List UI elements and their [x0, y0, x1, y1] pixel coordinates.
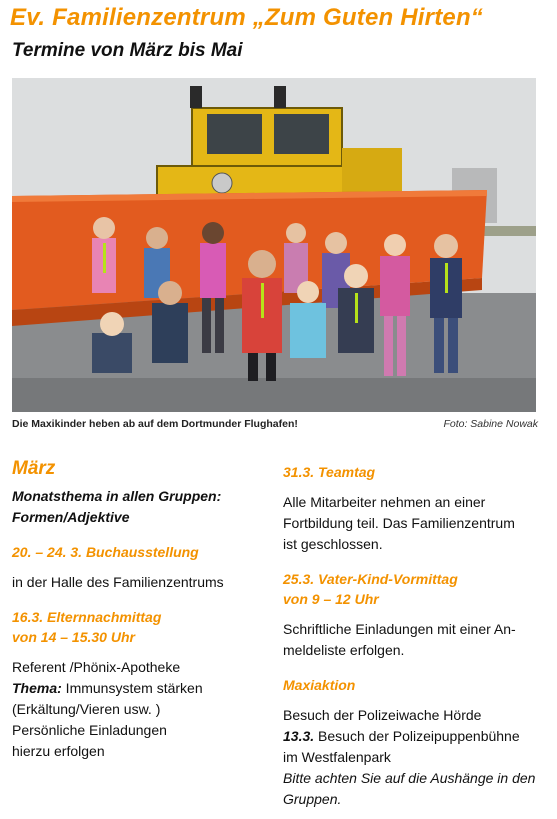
event-text-line: hierzu erfolgen: [12, 743, 105, 759]
event-text-puppet: [283, 726, 545, 747]
event-text-book-exhibition: in der Halle des Familienzentrums: [12, 574, 224, 590]
thema-text: Immunsystem stärken: [61, 680, 203, 696]
event-text-line: Alle Mitarbeiter nehmen an einer: [283, 494, 486, 510]
event-text-thema: [12, 678, 274, 699]
event-heading-father-child-time: von 9 – 12 Uhr: [283, 591, 379, 607]
event-text-line: Schriftliche Einladungen mit einer An-: [283, 621, 516, 637]
event-heading-father-child: 25.3. Vater-Kind-Vormittag: [283, 571, 458, 587]
page-subtitle: Termine von März bis Mai: [12, 40, 243, 61]
photo-caption: Die Maxikinder heben ab auf dem Dortmunder Flughafen!: [12, 418, 298, 430]
page-title: Ev. Familienzentrum „Zum Guten Hirten“: [10, 4, 483, 31]
event-heading-parents-afternoon: 16.3. Elternnachmittag: [12, 609, 162, 625]
event-heading-maxiaktion: Maxiaktion: [283, 677, 356, 693]
event-heading-book-exhibition: 20. – 24. 3. Buchausstellung: [12, 544, 199, 560]
event-text-line: ist geschlossen.: [283, 536, 383, 552]
photo-credit: Foto: Sabine Nowak: [443, 418, 538, 430]
theme-line-1: Monatsthema in allen Gruppen:: [12, 488, 222, 504]
event-text-line: (Erkältung/Vieren usw. ): [12, 701, 161, 717]
event-text-line: im Westfalenpark: [283, 749, 391, 765]
event-text: Besuch der Polizeipuppenbühne: [314, 728, 520, 744]
event-date: 13.3.: [283, 728, 315, 744]
event-note: Bitte achten Sie auf die Aushänge in den: [283, 770, 536, 786]
theme-line-2: Formen/Adjektive: [12, 509, 130, 525]
event-heading-team-day: 31.3. Teamtag: [283, 464, 376, 480]
left-column: [12, 458, 274, 762]
event-text-line: Referent /Phönix-Apotheke: [12, 659, 181, 675]
group-photo: [12, 78, 536, 412]
event-text-line: meldeliste erfolgen.: [283, 642, 405, 658]
thema-label: Thema:: [12, 680, 62, 696]
event-text-line: Besuch der Polizeiwache Hörde: [283, 707, 482, 723]
event-note: Gruppen.: [283, 791, 342, 807]
event-heading-parents-afternoon-time: von 14 – 15.30 Uhr: [12, 629, 135, 645]
month-heading: März: [12, 458, 56, 479]
right-column: [283, 462, 545, 810]
event-text-line: Persönliche Einladungen: [12, 722, 167, 738]
event-text-line: Fortbildung teil. Das Familienzentrum: [283, 515, 515, 531]
